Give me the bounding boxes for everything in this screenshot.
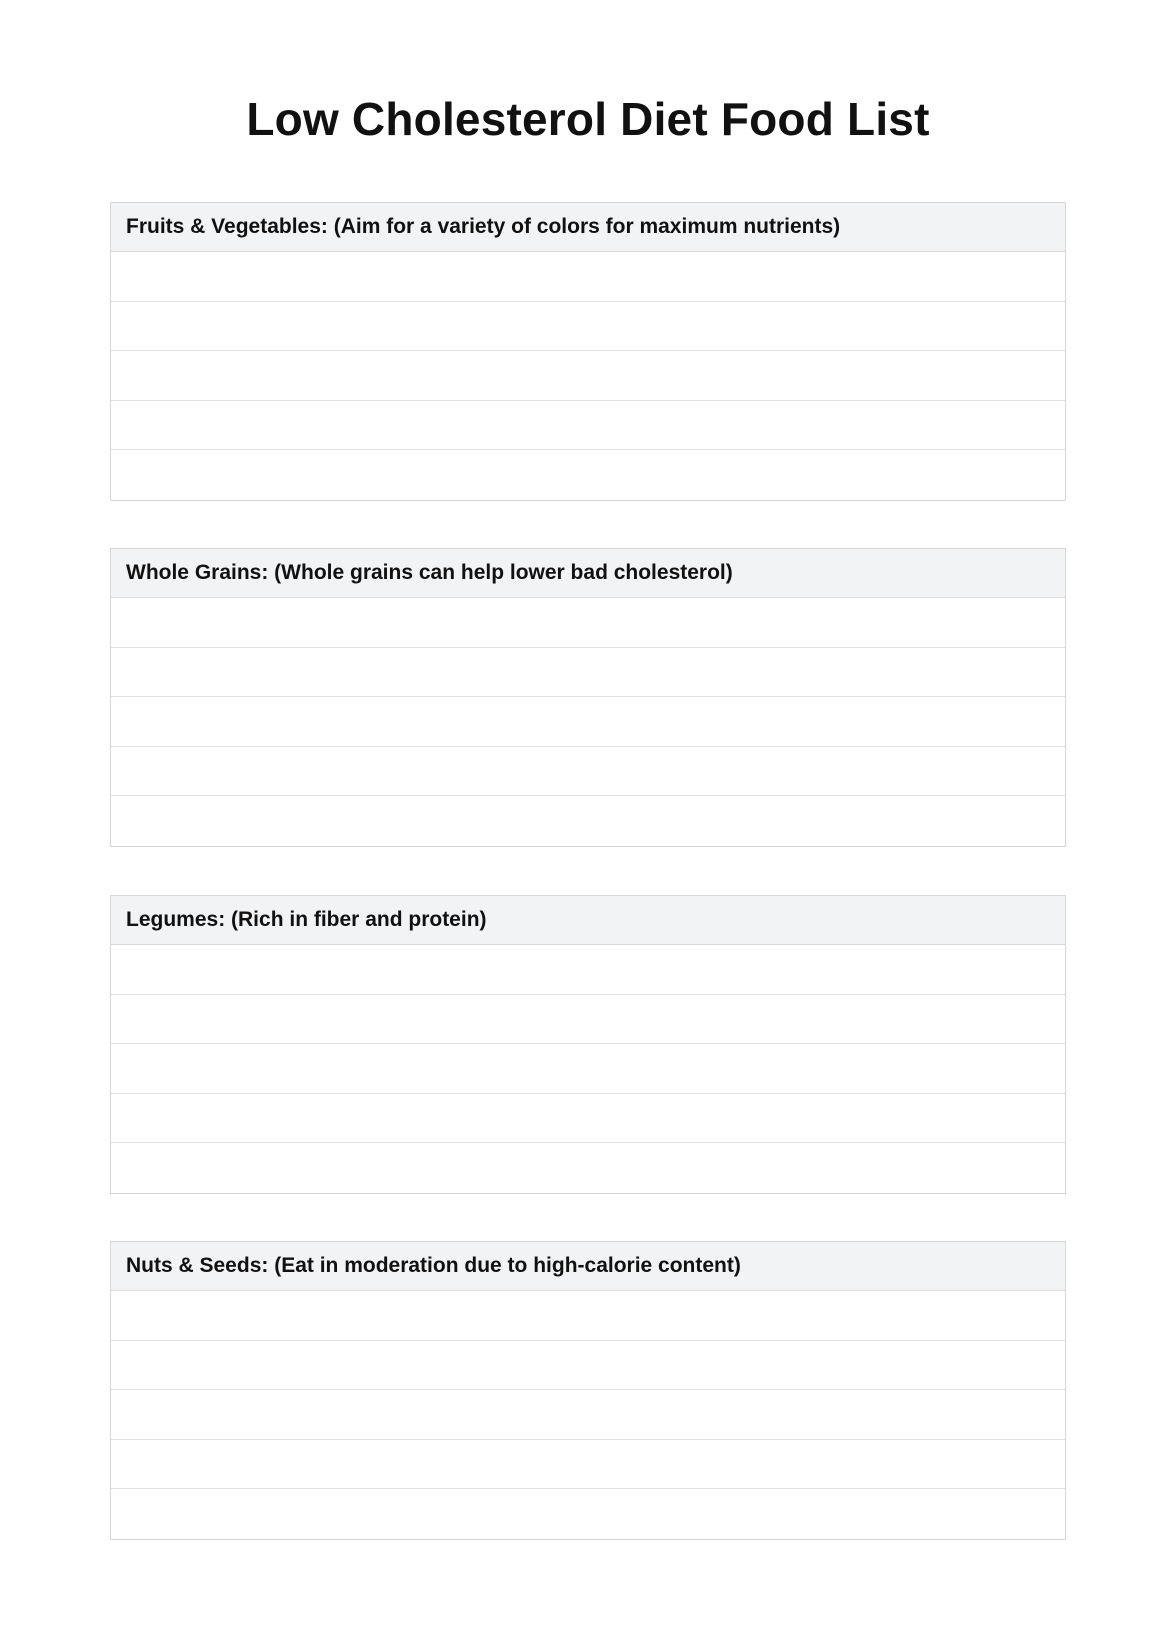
entry-row[interactable] [111, 945, 1065, 995]
entry-row[interactable] [111, 302, 1065, 352]
entry-row[interactable] [111, 252, 1065, 302]
entry-row[interactable] [111, 1291, 1065, 1341]
entry-row[interactable] [111, 1044, 1065, 1094]
entry-row[interactable] [111, 1390, 1065, 1440]
entry-row[interactable] [111, 697, 1065, 747]
entry-row[interactable] [111, 995, 1065, 1045]
entry-row[interactable] [111, 450, 1065, 500]
page-title: Low Cholesterol Diet Food List [246, 93, 930, 145]
section-fruits-vegetables [110, 202, 1066, 501]
entry-row[interactable] [111, 796, 1065, 846]
entry-row[interactable] [111, 1143, 1065, 1193]
entry-row[interactable] [111, 648, 1065, 698]
entry-row[interactable] [111, 1440, 1065, 1490]
entry-row[interactable] [111, 351, 1065, 401]
entry-row[interactable] [111, 747, 1065, 797]
entry-row[interactable] [111, 1094, 1065, 1144]
entry-row[interactable] [111, 1341, 1065, 1391]
section-legumes [110, 895, 1066, 1194]
entry-row[interactable] [111, 401, 1065, 451]
entry-row[interactable] [111, 1489, 1065, 1539]
entry-row[interactable] [111, 598, 1065, 648]
section-whole-grains [110, 548, 1066, 847]
section-heading: Fruits & Vegetables: (Aim for a variety of colors for maximum nutrients) [111, 203, 1065, 252]
section-nuts-seeds [110, 1241, 1066, 1540]
section-heading: Nuts & Seeds: (Eat in moderation due to high-calorie content) [111, 1242, 1065, 1291]
section-heading: Whole Grains: (Whole grains can help lower bad cholesterol) [111, 549, 1065, 598]
section-heading: Legumes: (Rich in fiber and protein) [111, 896, 1065, 945]
